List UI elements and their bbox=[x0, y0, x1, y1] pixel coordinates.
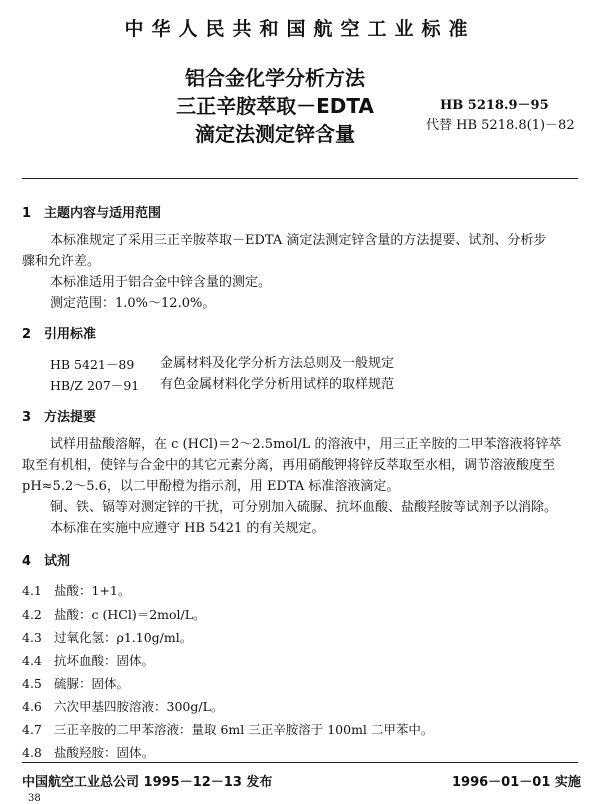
section-1-para-1b: 骤和允许差。 bbox=[22, 254, 101, 269]
standard-code: HB 5218.9－95 bbox=[440, 98, 549, 113]
section-3-line-1: 试样用盐酸溶解，在 c (HCl)＝2～2.5mol/L 的溶液中，用三正辛胺的二甲苯溶液将锌萃 bbox=[50, 437, 562, 452]
item-text: 六次甲基四胺溶液：300g/L。 bbox=[54, 699, 224, 714]
section-2-heading: 2 引用标准 bbox=[22, 327, 97, 342]
item-number: 4.4 bbox=[22, 653, 42, 668]
item-number: 4.6 bbox=[22, 699, 42, 714]
section-1-para-1a: 本标准规定了采用三正辛胺萃取－EDTA 滴定法测定锌含量的方法提要、试剂、分析步 bbox=[50, 233, 547, 248]
item-number: 4.1 bbox=[22, 583, 42, 598]
item-number: 4.2 bbox=[22, 607, 42, 622]
list-item bbox=[22, 628, 192, 646]
list-item bbox=[22, 605, 206, 623]
list-item bbox=[22, 651, 154, 669]
page-number: 38 bbox=[28, 793, 41, 804]
section-3-heading: 3 方法提要 bbox=[22, 410, 97, 425]
item-text: 过氧化氢：ρ1.10g/ml。 bbox=[54, 630, 193, 645]
reference-code: HB/Z 207－91 bbox=[50, 378, 140, 393]
title-line-2: 三正辛胺萃取－EDTA bbox=[176, 94, 374, 118]
section-1-heading: 1 主题内容与适用范围 bbox=[22, 206, 162, 221]
list-item bbox=[22, 743, 154, 761]
item-text: 盐酸羟胺：固体。 bbox=[54, 745, 155, 760]
standard-header: 中华人民共和国航空工业标准 bbox=[124, 18, 476, 40]
replaced-standard: 代替 HB 5218.8(1)－82 bbox=[426, 118, 575, 133]
item-number: 4.5 bbox=[22, 676, 42, 691]
reference-title: 金属材料及化学分析方法总则及一般规定 bbox=[160, 356, 395, 371]
item-text: 盐酸：c (HCl)＝2mol/L。 bbox=[54, 607, 206, 622]
item-number: 4.7 bbox=[22, 722, 42, 737]
bottom-divider bbox=[22, 762, 578, 763]
item-text: 抗坏血酸：固体。 bbox=[54, 653, 155, 668]
section-3-line-3: pH≈5.2～5.6，以二甲酚橙为指示剂，用 EDTA 标准溶液滴定。 bbox=[22, 479, 400, 494]
item-text: 盐酸：1+1。 bbox=[54, 583, 131, 598]
section-1-para-3: 测定范围：1.0%～12.0%。 bbox=[50, 296, 216, 311]
issue-date: 中国航空工业总公司 1995－12－13 发布 bbox=[22, 775, 273, 790]
item-number: 4.8 bbox=[22, 745, 42, 760]
list-item bbox=[22, 720, 433, 738]
list-item bbox=[22, 674, 129, 692]
item-text: 硫脲：固体。 bbox=[54, 676, 130, 691]
top-divider bbox=[22, 178, 578, 179]
title-line-1: 铝合金化学分析方法 bbox=[185, 66, 365, 90]
reference-code: HB 5421－89 bbox=[50, 357, 135, 372]
title-line-3: 滴定法测定锌含量 bbox=[195, 122, 355, 146]
item-text: 三正辛胺的二甲苯溶液：量取 6ml 三正辛胺溶于 100ml 二甲苯中。 bbox=[54, 722, 434, 737]
section-3-line-4: 铜、铁、镉等对测定锌的干扰，可分别加入硫脲、抗坏血酸、盐酸羟胺等试剂予以消除。 bbox=[50, 500, 558, 515]
section-4-heading: 4 试剂 bbox=[22, 554, 71, 569]
list-item bbox=[22, 697, 223, 715]
document-title bbox=[150, 64, 400, 148]
section-3-line-2: 取至有机相，使锌与合金中的其它元素分离，再用硝酸钾将锌反萃取至水相，调节溶液酸度至 bbox=[22, 458, 556, 473]
section-1-para-2: 本标准适用于铝合金中锌含量的测定。 bbox=[50, 275, 272, 290]
implementation-date: 1996－01－01 实施 bbox=[452, 775, 581, 790]
reference-title: 有色金属材料化学分析用试样的取样规范 bbox=[160, 377, 395, 392]
list-item bbox=[22, 581, 130, 599]
section-3-line-5: 本标准在实施中应遵守 HB 5421 的有关规定。 bbox=[50, 521, 325, 536]
item-number: 4.3 bbox=[22, 630, 42, 645]
